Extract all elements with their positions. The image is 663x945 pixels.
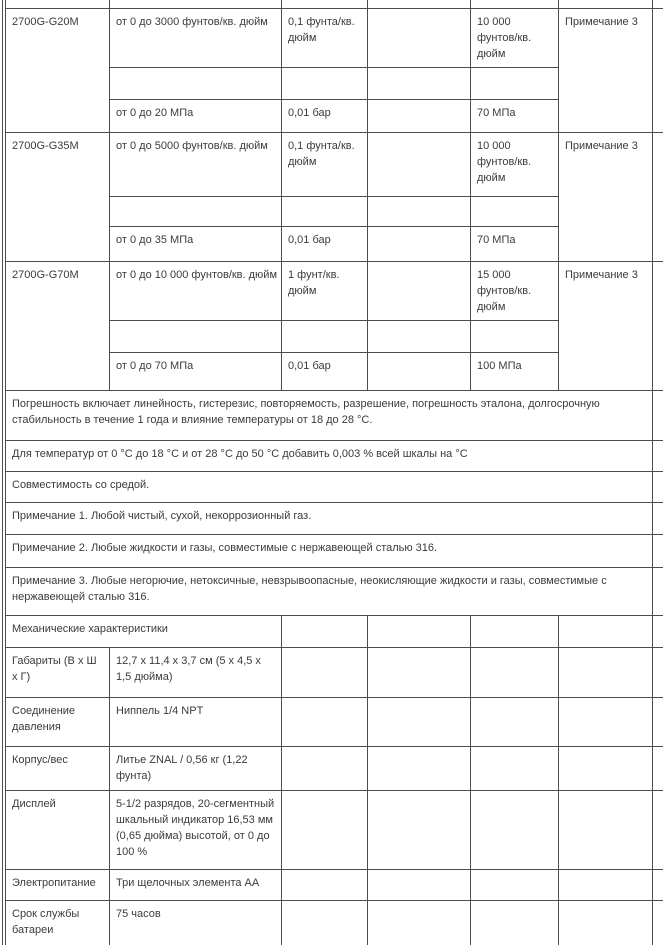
blank-cell (368, 320, 471, 352)
resolution-cell: 0,01 бар (282, 99, 368, 132)
resolution-cell: 0,1 фунта/кв. дюйм (282, 132, 368, 196)
mech-label-cell: Срок службы батареи (6, 900, 110, 945)
blank-cell (110, 320, 282, 352)
range-cell: от 0 до 35 МПа (110, 226, 282, 261)
blank-cell (368, 790, 471, 869)
range-cell: от 0 до 3000 фунтов/кв. дюйм (110, 8, 282, 67)
mech-label-cell: Электропитание (6, 869, 110, 900)
spec-note-cell: Примечание 1. Любой чистый, сухой, некоррозионный газ. (6, 502, 653, 534)
mech-value-cell: Три щелочных элемента АА (110, 869, 282, 900)
blank-cell (368, 746, 471, 790)
spec-note-cell: Для температур от 0 °C до 18 °C и от 28 °C до 50 °C добавить 0,003 % всей шкалы на °C (6, 440, 653, 471)
blank-cell (368, 67, 471, 99)
spec-note-cell: Совместимость со средой. (6, 471, 653, 502)
blank-cell (368, 8, 471, 67)
clipped-cell (653, 132, 663, 261)
clipped-cell (653, 746, 663, 790)
resolution-cell: 0,01 бар (282, 352, 368, 390)
blank-cell (368, 226, 471, 261)
mech-label-cell: Габариты (В x Ш x Г) (6, 647, 110, 697)
blank-cell (368, 0, 471, 8)
resolution-cell: 0,1 фунта/кв. дюйм (282, 8, 368, 67)
blank-cell (559, 0, 653, 8)
note-ref-cell: Примечание 3 (559, 8, 653, 132)
blank-cell (471, 196, 559, 226)
spec-note-cell: Примечание 2. Любые жидкости и газы, совместимые с нержавеющей сталью 316. (6, 534, 653, 567)
blank-cell (282, 67, 368, 99)
mech-row (6, 900, 663, 945)
blank-cell (368, 99, 471, 132)
blank-cell (471, 790, 559, 869)
clipped-cell (653, 471, 663, 502)
blank-cell (559, 647, 653, 697)
clipped-cell (653, 567, 663, 615)
blank-cell (282, 869, 368, 900)
clipped-row-top (6, 0, 663, 8)
note-ref-cell: Примечание 3 (559, 132, 653, 261)
range-cell: от 0 до 20 МПа (110, 99, 282, 132)
spec-note-cell: Погрешность включает линейность, гистерезис, повторяемость, разрешение, погрешность эталона, долгосрочную стабильность в течение 1 года и влияние температуры от 18 до 28 °C. (6, 390, 653, 440)
blank-cell (368, 900, 471, 945)
blank-cell (471, 869, 559, 900)
mech-label-cell: Корпус/вес (6, 746, 110, 790)
clipped-cell (653, 615, 663, 647)
spec-note-row (6, 567, 663, 615)
mech-label-cell: Соединение давления (6, 697, 110, 746)
mech-value-cell: 5-1/2 разрядов, 20-сегментный шкальный индикатор 16,53 мм (0,65 дюйма) высотой, от 0 до 100 % (110, 790, 282, 869)
resolution-cell: 1 фунт/кв. дюйм (282, 261, 368, 320)
blank-cell (559, 697, 653, 746)
clipped-cell (653, 900, 663, 945)
model-row (6, 132, 663, 196)
blank-cell (559, 790, 653, 869)
blank-cell (282, 320, 368, 352)
mech-section-header-row (6, 615, 663, 647)
spec-note-row (6, 440, 663, 471)
mech-value-cell: Ниппель 1/4 NPT (110, 697, 282, 746)
blank-cell (559, 869, 653, 900)
resolution-cell: 0,01 бар (282, 226, 368, 261)
blank-cell (471, 67, 559, 99)
blank-cell (368, 261, 471, 320)
mech-row (6, 647, 663, 697)
blank-cell (471, 0, 559, 8)
mech-row (6, 869, 663, 900)
max-pressure-cell: 70 МПа (471, 226, 559, 261)
mech-value-cell: 75 часов (110, 900, 282, 945)
blank-cell (471, 746, 559, 790)
clipped-cell (653, 697, 663, 746)
clipped-cell (653, 647, 663, 697)
max-pressure-cell: 15 000 фунтов/кв. дюйм (471, 261, 559, 320)
blank-cell (368, 615, 471, 647)
model-cell: 2700G-G70M (6, 261, 110, 390)
model-cell: 2700G-G20M (6, 8, 110, 132)
model-cell: 2700G-G35M (6, 132, 110, 261)
blank-cell (471, 697, 559, 746)
blank-cell (368, 647, 471, 697)
max-pressure-cell: 10 000 фунтов/кв. дюйм (471, 132, 559, 196)
mech-value-cell: Литье ZNAL / 0,56 кг (1,22 фунта) (110, 746, 282, 790)
blank-cell (282, 900, 368, 945)
max-pressure-cell: 100 МПа (471, 352, 559, 390)
spec-note-row (6, 534, 663, 567)
table-outer-border (2, 0, 3, 945)
spec-note-cell: Примечание 3. Любые негорючие, нетоксичные, невзрывоопасные, неокисляющие жидкости и газы, совместимые с нержавеющей сталью 316. (6, 567, 653, 615)
blank-cell (282, 697, 368, 746)
clipped-cell (653, 502, 663, 534)
blank-cell (368, 196, 471, 226)
clipped-cell (653, 261, 663, 390)
mech-label-cell: Дисплей (6, 790, 110, 869)
blank-cell (471, 647, 559, 697)
blank-cell (282, 647, 368, 697)
clipped-cell (653, 869, 663, 900)
blank-cell (282, 196, 368, 226)
clipped-cell (653, 534, 663, 567)
model-row (6, 261, 663, 320)
blank-cell (471, 900, 559, 945)
blank-cell (282, 0, 368, 8)
blank-cell (559, 900, 653, 945)
blank-cell (110, 67, 282, 99)
clipped-cell (653, 0, 663, 8)
blank-cell (471, 615, 559, 647)
clipped-cell (653, 8, 663, 132)
range-cell: от 0 до 5000 фунтов/кв. дюйм (110, 132, 282, 196)
blank-cell (471, 320, 559, 352)
model-row (6, 8, 663, 67)
max-pressure-cell: 70 МПа (471, 99, 559, 132)
blank-cell (110, 0, 282, 8)
mech-section-title-cell: Механические характеристики (6, 615, 282, 647)
spec-note-row (6, 502, 663, 534)
blank-cell (368, 869, 471, 900)
clipped-cell (653, 440, 663, 471)
mech-row (6, 746, 663, 790)
mech-value-cell: 12,7 x 11,4 x 3,7 см (5 x 4,5 x 1,5 дюйма) (110, 647, 282, 697)
blank-cell (368, 697, 471, 746)
blank-cell (282, 746, 368, 790)
max-pressure-cell: 10 000 фунтов/кв. дюйм (471, 8, 559, 67)
blank-cell (282, 615, 368, 647)
note-ref-cell: Примечание 3 (559, 261, 653, 390)
blank-cell (559, 615, 653, 647)
spec-note-row (6, 390, 663, 440)
blank-cell (282, 790, 368, 869)
clipped-cell (653, 390, 663, 440)
range-cell: от 0 до 10 000 фунтов/кв. дюйм (110, 261, 282, 320)
blank-cell (110, 196, 282, 226)
blank-cell (6, 0, 110, 8)
blank-cell (559, 746, 653, 790)
blank-cell (368, 132, 471, 196)
mech-row (6, 697, 663, 746)
blank-cell (368, 352, 471, 390)
clipped-cell (653, 790, 663, 869)
specifications-table (5, 0, 663, 945)
range-cell: от 0 до 70 МПа (110, 352, 282, 390)
mech-row (6, 790, 663, 869)
spec-note-row (6, 471, 663, 502)
